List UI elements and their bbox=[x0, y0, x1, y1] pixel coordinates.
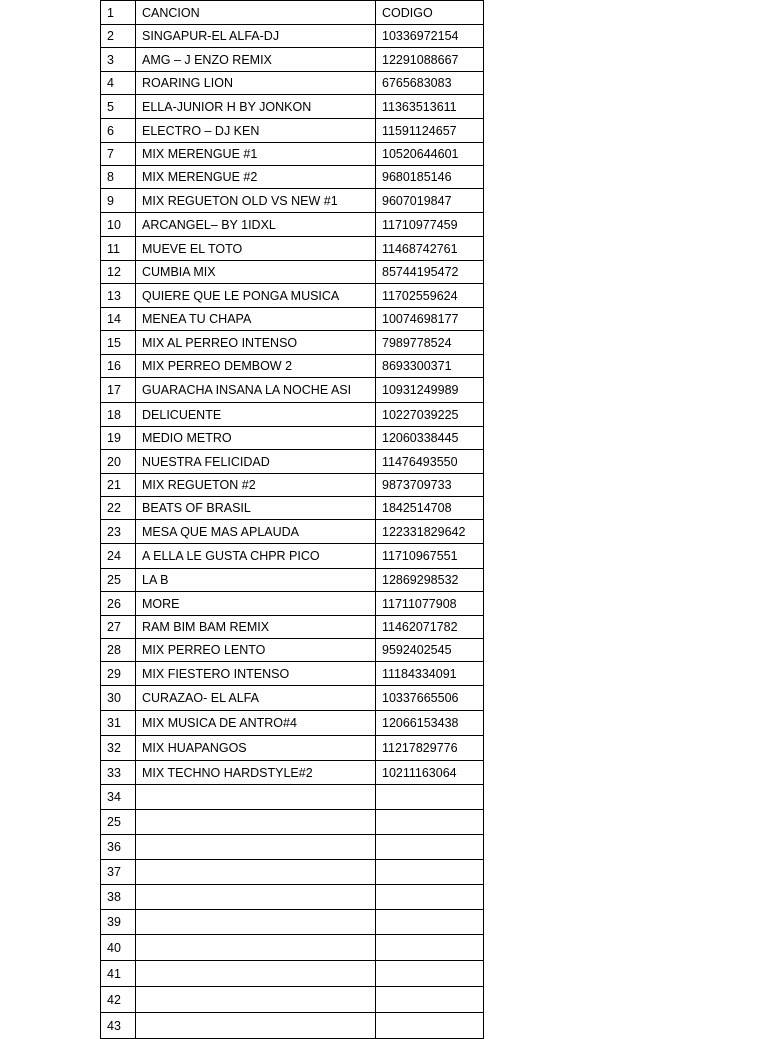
row-number-cell: 37 bbox=[101, 860, 136, 885]
row-number-cell: 42 bbox=[101, 987, 136, 1013]
row-number-cell: 28 bbox=[101, 639, 136, 662]
table-row bbox=[101, 662, 484, 686]
song-code-cell: 9680185146 bbox=[376, 166, 484, 189]
song-title-cell: CUMBIA MIX bbox=[136, 261, 376, 284]
row-number-cell: 9 bbox=[101, 189, 136, 213]
song-title-cell bbox=[136, 810, 376, 835]
song-title-cell bbox=[136, 910, 376, 935]
row-number-cell: 32 bbox=[101, 736, 136, 761]
table-row bbox=[101, 474, 484, 497]
song-title-cell: MESA QUE MAS APLAUDA bbox=[136, 520, 376, 544]
song-title-cell bbox=[136, 987, 376, 1013]
table-row bbox=[101, 95, 484, 119]
row-number-cell: 40 bbox=[101, 935, 136, 961]
table-row bbox=[101, 736, 484, 761]
table-row bbox=[101, 72, 484, 95]
row-number-cell: 10 bbox=[101, 213, 136, 237]
table-row bbox=[101, 450, 484, 474]
row-number-cell: 2 bbox=[101, 25, 136, 48]
song-code-cell: 9873709733 bbox=[376, 474, 484, 497]
row-number-cell: 29 bbox=[101, 662, 136, 686]
row-number-cell: 33 bbox=[101, 761, 136, 785]
row-number-cell: 36 bbox=[101, 835, 136, 860]
row-number-cell: 4 bbox=[101, 72, 136, 95]
table-row bbox=[101, 569, 484, 592]
song-code-cell: 11710967551 bbox=[376, 544, 484, 569]
table-row bbox=[101, 189, 484, 213]
table-row bbox=[101, 355, 484, 378]
row-number-cell: 20 bbox=[101, 450, 136, 474]
table-row bbox=[101, 378, 484, 403]
song-title-cell: ELLA-JUNIOR H BY JONKON bbox=[136, 95, 376, 119]
song-code-cell: 12869298532 bbox=[376, 569, 484, 592]
song-code-cell: 9607019847 bbox=[376, 189, 484, 213]
song-code-cell: 10074698177 bbox=[376, 308, 484, 331]
table-row bbox=[101, 987, 484, 1013]
song-title-cell: ROARING LION bbox=[136, 72, 376, 95]
song-code-cell: 11217829776 bbox=[376, 736, 484, 761]
song-title-cell: MIX HUAPANGOS bbox=[136, 736, 376, 761]
row-number-cell: 6 bbox=[101, 119, 136, 143]
song-title-cell: CURAZAO- EL ALFA bbox=[136, 686, 376, 711]
song-title-cell: MIX PERREO LENTO bbox=[136, 639, 376, 662]
song-code-cell: 10520644601 bbox=[376, 143, 484, 166]
table-body bbox=[101, 1, 484, 1039]
song-code-cell: 122331829642 bbox=[376, 520, 484, 544]
table-row bbox=[101, 785, 484, 810]
song-title-cell bbox=[136, 860, 376, 885]
song-title-cell bbox=[136, 935, 376, 961]
row-number-cell: 3 bbox=[101, 48, 136, 72]
row-number-cell: 12 bbox=[101, 261, 136, 284]
table-row bbox=[101, 284, 484, 308]
song-title-cell: A ELLA LE GUSTA CHPR PICO bbox=[136, 544, 376, 569]
song-title-cell: SINGAPUR-EL ALFA-DJ bbox=[136, 25, 376, 48]
song-title-cell: NUESTRA FELICIDAD bbox=[136, 450, 376, 474]
song-title-cell: LA B bbox=[136, 569, 376, 592]
row-number-cell: 34 bbox=[101, 785, 136, 810]
song-code-cell: 10336972154 bbox=[376, 25, 484, 48]
song-title-cell: MIX MERENGUE #1 bbox=[136, 143, 376, 166]
song-code-cell bbox=[376, 1013, 484, 1039]
row-number-cell: 8 bbox=[101, 166, 136, 189]
song-code-cell: 11468742761 bbox=[376, 237, 484, 261]
header-row bbox=[101, 1, 484, 25]
table-row bbox=[101, 143, 484, 166]
song-code-cell bbox=[376, 810, 484, 835]
row-number-cell: 38 bbox=[101, 885, 136, 910]
header-song-cell: CANCION bbox=[136, 1, 376, 25]
song-code-cell: 12066153438 bbox=[376, 711, 484, 736]
song-code-cell: 11363513611 bbox=[376, 95, 484, 119]
row-number-cell: 25 bbox=[101, 810, 136, 835]
row-number-cell: 31 bbox=[101, 711, 136, 736]
song-code-cell bbox=[376, 910, 484, 935]
song-code-cell bbox=[376, 885, 484, 910]
table-row bbox=[101, 166, 484, 189]
table-row bbox=[101, 544, 484, 569]
table-row bbox=[101, 213, 484, 237]
song-code-cell: 1842514708 bbox=[376, 497, 484, 520]
song-code-cell: 11476493550 bbox=[376, 450, 484, 474]
table-row bbox=[101, 860, 484, 885]
row-number-cell: 13 bbox=[101, 284, 136, 308]
song-title-cell: RAM BIM BAM REMIX bbox=[136, 616, 376, 639]
row-number-cell: 39 bbox=[101, 910, 136, 935]
table-row bbox=[101, 686, 484, 711]
song-code-cell: 10931249989 bbox=[376, 378, 484, 403]
song-title-cell bbox=[136, 885, 376, 910]
row-number-cell: 43 bbox=[101, 1013, 136, 1039]
table-row bbox=[101, 639, 484, 662]
song-title-cell: GUARACHA INSANA LA NOCHE ASI bbox=[136, 378, 376, 403]
row-number-cell: 41 bbox=[101, 961, 136, 987]
song-code-cell bbox=[376, 785, 484, 810]
song-code-cell: 9592402545 bbox=[376, 639, 484, 662]
song-title-cell: MIX MERENGUE #2 bbox=[136, 166, 376, 189]
song-code-cell bbox=[376, 987, 484, 1013]
table-row bbox=[101, 48, 484, 72]
row-number-cell: 16 bbox=[101, 355, 136, 378]
song-code-cell: 11711077908 bbox=[376, 592, 484, 616]
song-title-cell: MEDIO METRO bbox=[136, 427, 376, 450]
table-row bbox=[101, 761, 484, 785]
song-title-cell: MUEVE EL TOTO bbox=[136, 237, 376, 261]
table-row bbox=[101, 835, 484, 860]
song-title-cell: ARCANGEL– BY 1IDXL bbox=[136, 213, 376, 237]
song-code-cell bbox=[376, 961, 484, 987]
row-number-cell: 25 bbox=[101, 569, 136, 592]
song-title-cell: MIX REGUETON #2 bbox=[136, 474, 376, 497]
song-title-cell: MIX PERREO DEMBOW 2 bbox=[136, 355, 376, 378]
song-title-cell: MIX FIESTERO INTENSO bbox=[136, 662, 376, 686]
song-code-cell: 85744195472 bbox=[376, 261, 484, 284]
song-title-cell: ELECTRO – DJ KEN bbox=[136, 119, 376, 143]
table-row bbox=[101, 910, 484, 935]
song-code-cell bbox=[376, 835, 484, 860]
song-code-cell bbox=[376, 935, 484, 961]
table-row bbox=[101, 25, 484, 48]
row-number-cell: 18 bbox=[101, 403, 136, 427]
table-row bbox=[101, 237, 484, 261]
song-title-cell: MORE bbox=[136, 592, 376, 616]
song-title-cell: MIX TECHNO HARDSTYLE#2 bbox=[136, 761, 376, 785]
song-code-cell: 12291088667 bbox=[376, 48, 484, 72]
song-code-cell: 11591124657 bbox=[376, 119, 484, 143]
row-number-cell: 30 bbox=[101, 686, 136, 711]
header-num-cell: 1 bbox=[101, 1, 136, 25]
table-row bbox=[101, 520, 484, 544]
song-code-cell: 11462071782 bbox=[376, 616, 484, 639]
song-title-cell: MENEA TU CHAPA bbox=[136, 308, 376, 331]
song-code-cell: 11184334091 bbox=[376, 662, 484, 686]
song-code-cell: 11710977459 bbox=[376, 213, 484, 237]
song-title-cell: QUIERE QUE LE PONGA MUSICA bbox=[136, 284, 376, 308]
row-number-cell: 7 bbox=[101, 143, 136, 166]
row-number-cell: 22 bbox=[101, 497, 136, 520]
row-number-cell: 14 bbox=[101, 308, 136, 331]
song-code-cell: 10227039225 bbox=[376, 403, 484, 427]
song-title-cell: MIX MUSICA DE ANTRO#4 bbox=[136, 711, 376, 736]
song-code-cell: 12060338445 bbox=[376, 427, 484, 450]
song-title-cell bbox=[136, 961, 376, 987]
song-code-cell: 10211163064 bbox=[376, 761, 484, 785]
table-row bbox=[101, 592, 484, 616]
table-row bbox=[101, 616, 484, 639]
row-number-cell: 27 bbox=[101, 616, 136, 639]
table-row bbox=[101, 427, 484, 450]
row-number-cell: 23 bbox=[101, 520, 136, 544]
song-title-cell: BEATS OF BRASIL bbox=[136, 497, 376, 520]
song-code-cell: 8693300371 bbox=[376, 355, 484, 378]
table-row bbox=[101, 119, 484, 143]
song-code-cell: 10337665506 bbox=[376, 686, 484, 711]
song-title-cell: MIX REGUETON OLD VS NEW #1 bbox=[136, 189, 376, 213]
row-number-cell: 26 bbox=[101, 592, 136, 616]
table-row bbox=[101, 308, 484, 331]
row-number-cell: 24 bbox=[101, 544, 136, 569]
row-number-cell: 5 bbox=[101, 95, 136, 119]
table-row bbox=[101, 961, 484, 987]
song-title-cell bbox=[136, 1013, 376, 1039]
song-code-cell bbox=[376, 860, 484, 885]
song-title-cell bbox=[136, 785, 376, 810]
table-row bbox=[101, 331, 484, 355]
song-code-cell: 7989778524 bbox=[376, 331, 484, 355]
song-title-cell bbox=[136, 835, 376, 860]
table-row bbox=[101, 1013, 484, 1039]
row-number-cell: 19 bbox=[101, 427, 136, 450]
row-number-cell: 17 bbox=[101, 378, 136, 403]
row-number-cell: 21 bbox=[101, 474, 136, 497]
song-title-cell: DELICUENTE bbox=[136, 403, 376, 427]
song-title-cell: AMG – J ENZO REMIX bbox=[136, 48, 376, 72]
song-title-cell: MIX AL PERREO INTENSO bbox=[136, 331, 376, 355]
song-code-cell: 6765683083 bbox=[376, 72, 484, 95]
row-number-cell: 15 bbox=[101, 331, 136, 355]
table-row bbox=[101, 885, 484, 910]
song-code-table bbox=[100, 0, 484, 1039]
table-row bbox=[101, 935, 484, 961]
table-row bbox=[101, 261, 484, 284]
table-row bbox=[101, 497, 484, 520]
song-code-cell: 11702559624 bbox=[376, 284, 484, 308]
table-row bbox=[101, 403, 484, 427]
table-row bbox=[101, 711, 484, 736]
header-code-cell: CODIGO bbox=[376, 1, 484, 25]
row-number-cell: 11 bbox=[101, 237, 136, 261]
table-row bbox=[101, 810, 484, 835]
